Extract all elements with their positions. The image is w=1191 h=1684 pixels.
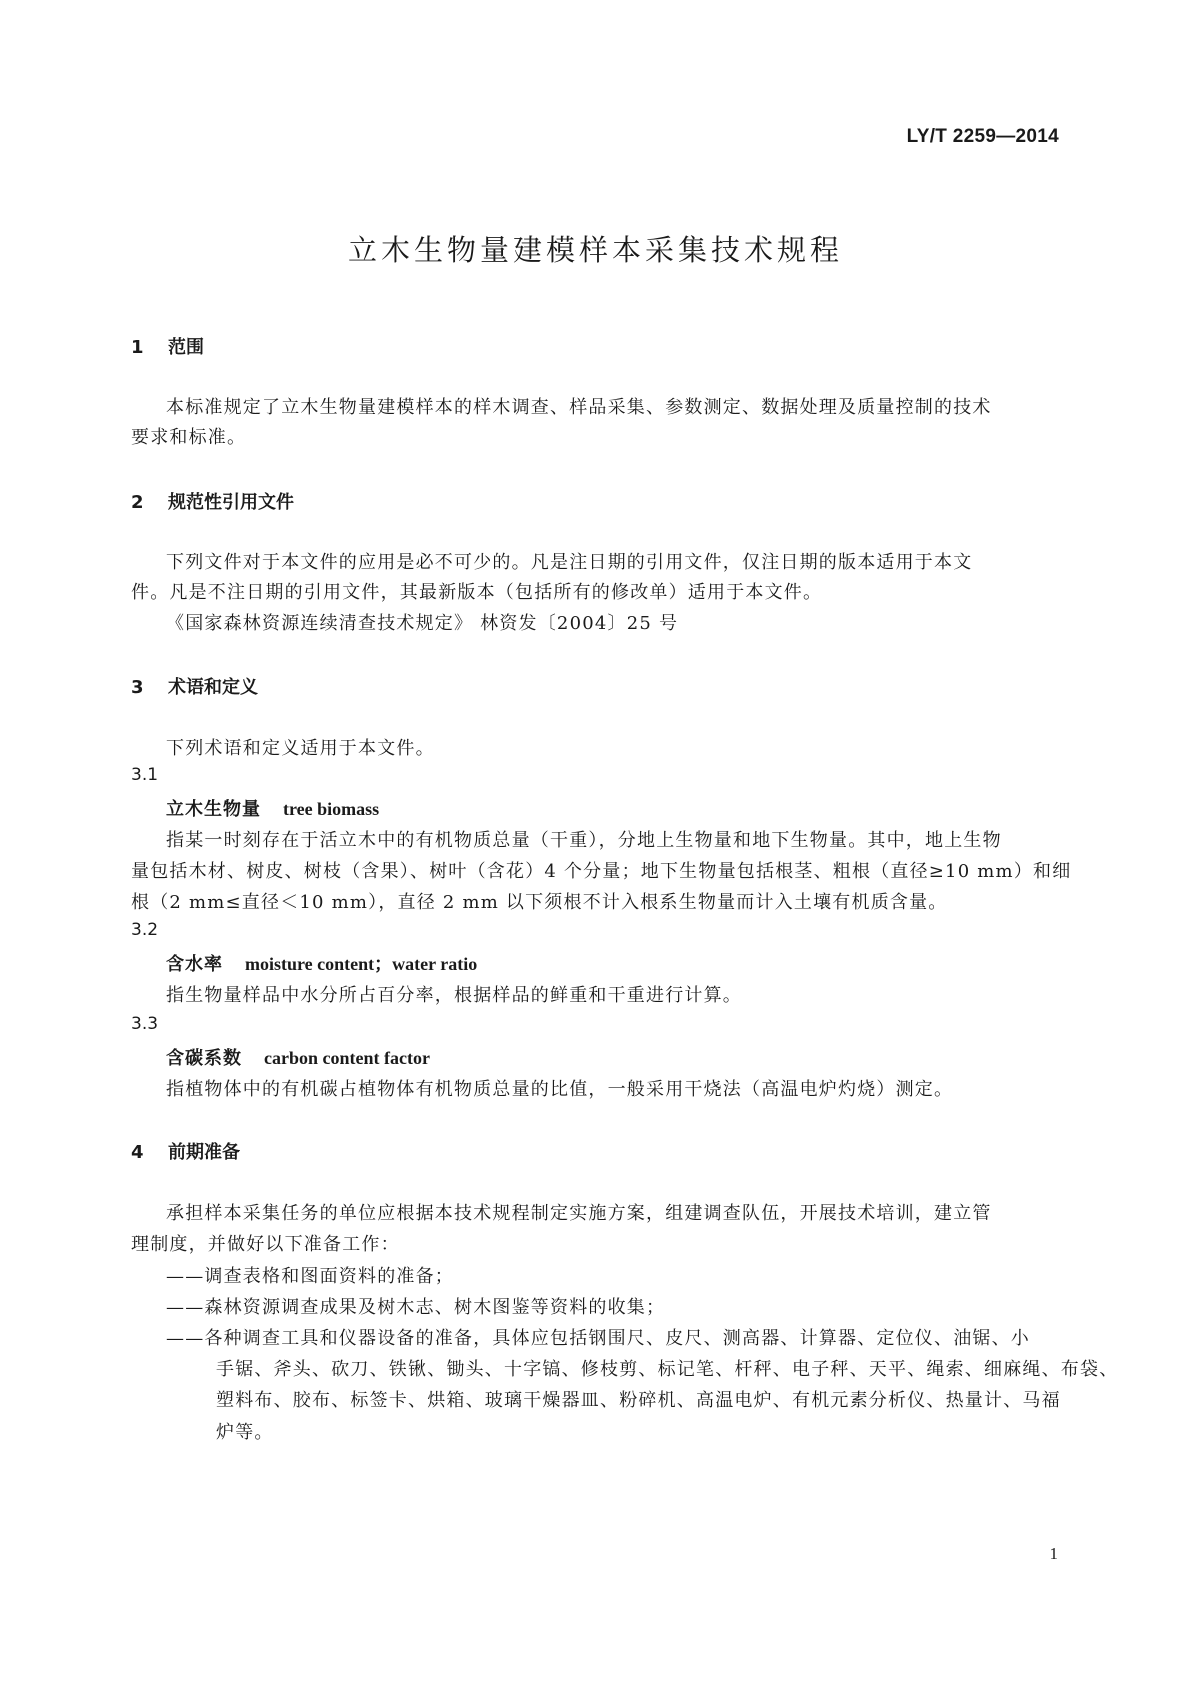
section-number: 4 bbox=[131, 1142, 144, 1163]
section-number: 2 bbox=[131, 492, 144, 513]
term-3-3-def-line-1: 指植物体中的有机碳占植物体有机物质总量的比值，一般采用干烧法（高温电炉灼烧）测定。 bbox=[166, 1079, 954, 1100]
term-3-1-def-line-3: 根（2 mm≤直径＜10 mm），直径 2 mm 以下须根不计入根系生物量而计入土壤有机质含量。 bbox=[131, 892, 948, 913]
term-3-1-name bbox=[166, 795, 379, 821]
section-title: 前期准备 bbox=[168, 1142, 240, 1163]
standard-number: LY/T 2259—2014 bbox=[906, 126, 1059, 147]
section-2-line-2: 件。凡是不注日期的引用文件，其最新版本（包括所有的修改单）适用于本文件。 bbox=[131, 582, 823, 603]
list-item-continuation: 塑料布、胶布、标签卡、烘箱、玻璃干燥器皿、粉碎机、高温电炉、有机元素分析仪、热量计、马福 bbox=[216, 1390, 1061, 1411]
section-number: 1 bbox=[131, 337, 144, 358]
term-zh: 含水率 bbox=[166, 954, 223, 975]
term-3-2-number: 3.2 bbox=[131, 920, 159, 940]
term-zh: 立木生物量 bbox=[166, 799, 261, 820]
page-number: 1 bbox=[1049, 1544, 1058, 1563]
section-1-line-1: 本标准规定了立木生物量建模样本的样木调查、样品采集、参数测定、数据处理及质量控制的技术 bbox=[166, 397, 992, 418]
list-item: ——各种调查工具和仪器设备的准备，具体应包括钢围尺、皮尺、测高器、计算器、定位仪、油锯、小 bbox=[166, 1328, 1030, 1349]
section-4-line-1: 承担样本采集任务的单位应根据本技术规程制定实施方案，组建调查队伍，开展技术培训，建立管 bbox=[166, 1203, 992, 1224]
document-title: 立木生物量建模样本采集技术规程 bbox=[347, 233, 843, 267]
term-zh: 含碳系数 bbox=[166, 1048, 242, 1069]
section-1-heading bbox=[131, 333, 204, 359]
term-3-1-def-line-2: 量包括木材、树皮、树枝（含果）、树叶（含花）4 个分量；地下生物量包括根茎、粗根（直径≥10 mm）和细 bbox=[131, 861, 1072, 882]
section-4-line-2: 理制度，并做好以下准备工作： bbox=[131, 1234, 400, 1255]
section-title: 术语和定义 bbox=[168, 677, 258, 698]
section-title: 规范性引用文件 bbox=[168, 492, 294, 513]
list-item: ——森林资源调查成果及树木志、树木图鉴等资料的收集； bbox=[166, 1297, 666, 1318]
section-4-heading bbox=[131, 1138, 240, 1164]
term-3-1-def-line-1: 指某一时刻存在于活立木中的有机物质总量（干重），分地上生物量和地下生物量。其中，地上生物 bbox=[166, 830, 1002, 851]
section-2-heading bbox=[131, 488, 294, 514]
term-3-2-name bbox=[166, 950, 477, 976]
section-number: 3 bbox=[131, 677, 144, 698]
term-3-3-name bbox=[166, 1044, 430, 1070]
section-3-heading bbox=[131, 673, 258, 699]
section-1-line-2: 要求和标准。 bbox=[131, 427, 247, 448]
term-3-2-def-line-1: 指生物量样品中水分所占百分率，根据样品的鲜重和干重进行计算。 bbox=[166, 985, 742, 1006]
term-3-1-number: 3.1 bbox=[131, 765, 159, 785]
section-title: 范围 bbox=[168, 337, 204, 358]
section-2-line-1: 下列文件对于本文件的应用是必不可少的。凡是注日期的引用文件，仅注日期的版本适用于本文 bbox=[166, 552, 973, 573]
term-en: tree biomass bbox=[283, 799, 380, 819]
list-item-continuation: 炉等。 bbox=[216, 1422, 274, 1443]
section-3-intro: 下列术语和定义适用于本文件。 bbox=[166, 738, 435, 759]
term-en: moisture content；water ratio bbox=[245, 954, 478, 974]
term-3-3-number: 3.3 bbox=[131, 1014, 159, 1034]
list-item-continuation: 手锯、斧头、砍刀、铁锹、锄头、十字镐、修枝剪、标记笔、杆秤、电子秤、天平、绳索、细麻绳、布袋、 bbox=[216, 1359, 1119, 1380]
list-item: ——调查表格和图面资料的准备； bbox=[166, 1266, 454, 1287]
term-en: carbon content factor bbox=[264, 1048, 430, 1068]
normative-reference: 《国家森林资源连续清查技术规定》 林资发〔2004〕25 号 bbox=[166, 613, 679, 634]
